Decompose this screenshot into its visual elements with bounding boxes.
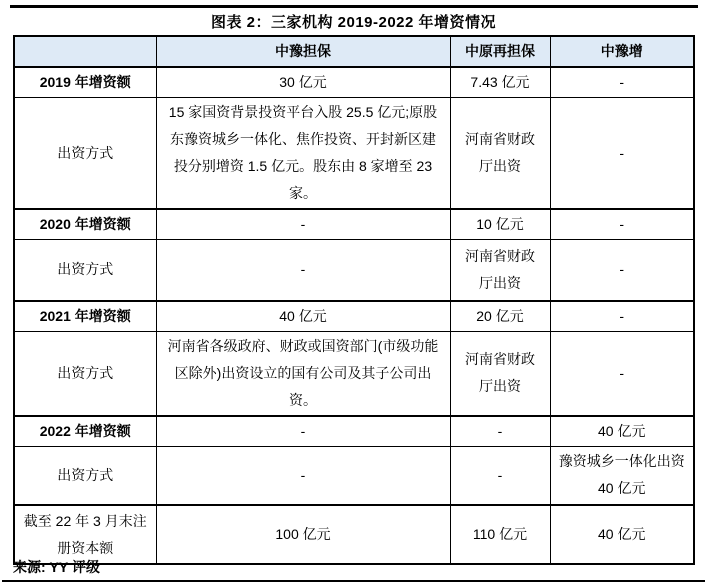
cell-value: 豫资城乡一体化出资 40 亿元 xyxy=(550,446,694,505)
cell-value: 河南省各级政府、财政或国资部门(市级功能区除外)出资设立的国有公司及其子公司出资。 xyxy=(156,331,450,416)
source-note: 来源: YY 评级 xyxy=(13,559,100,575)
table-row-2019-method xyxy=(14,98,694,210)
table-row-2021-amount xyxy=(14,301,694,332)
header-cell-zhongyu-danbao: 中豫担保 xyxy=(156,36,450,67)
table-row-2022-amount xyxy=(14,416,694,447)
capital-increase-table xyxy=(13,35,695,565)
row-label: 出资方式 xyxy=(14,98,156,210)
row-label: 出资方式 xyxy=(14,446,156,505)
top-divider xyxy=(10,5,698,8)
row-label: 2022 年增资额 xyxy=(14,416,156,447)
cell-value: 河南省财政厅出资 xyxy=(450,331,550,416)
cell-value: 40 亿元 xyxy=(550,505,694,564)
cell-value: - xyxy=(156,240,450,301)
table-row-registered-capital xyxy=(14,505,694,564)
figure-title: 图表 2：三家机构 2019-2022 年增资情况 xyxy=(210,14,497,31)
cell-value: - xyxy=(156,446,450,505)
cell-value: 河南省财政厅出资 xyxy=(450,98,550,210)
row-label: 2021 年增资额 xyxy=(14,301,156,332)
bottom-divider xyxy=(2,580,705,582)
cell-value: - xyxy=(156,416,450,447)
cell-value: 20 亿元 xyxy=(450,301,550,332)
cell-value: 40 亿元 xyxy=(550,416,694,447)
header-cell-blank xyxy=(14,36,156,67)
cell-value: - xyxy=(550,240,694,301)
cell-value: - xyxy=(550,98,694,210)
table-row-2020-amount xyxy=(14,209,694,240)
cell-value: 7.43 亿元 xyxy=(450,67,550,98)
cell-value: - xyxy=(550,209,694,240)
row-label: 出资方式 xyxy=(14,240,156,301)
cell-value: 15 家国资背景投资平台入股 25.5 亿元;原股东豫资城乡一体化、焦作投资、开封新区建投分别增资 1.5 亿元。股东由 8 家增至 23 家。 xyxy=(156,98,450,210)
table-header-row xyxy=(14,36,694,67)
cell-value: - xyxy=(156,209,450,240)
cell-value: - xyxy=(450,416,550,447)
cell-value: - xyxy=(550,331,694,416)
cell-value: 30 亿元 xyxy=(156,67,450,98)
cell-value: 110 亿元 xyxy=(450,505,550,564)
header-cell-zhongyuan-zaidanbao: 中原再担保 xyxy=(450,36,550,67)
table-row-2019-amount xyxy=(14,67,694,98)
cell-value: 河南省财政厅出资 xyxy=(450,240,550,301)
cell-value: - xyxy=(450,446,550,505)
row-label: 出资方式 xyxy=(14,331,156,416)
header-cell-zhongyuzeng: 中豫增 xyxy=(550,36,694,67)
table-row-2022-method xyxy=(14,446,694,505)
row-label: 2019 年增资额 xyxy=(14,67,156,98)
row-label: 2020 年增资额 xyxy=(14,209,156,240)
cell-value: - xyxy=(550,301,694,332)
table-row-2021-method xyxy=(14,331,694,416)
cell-value: 10 亿元 xyxy=(450,209,550,240)
cell-value: 40 亿元 xyxy=(156,301,450,332)
cell-value: 100 亿元 xyxy=(156,505,450,564)
table-row-2020-method xyxy=(14,240,694,301)
row-label: 截至 22 年 3 月末注册资本额 xyxy=(14,505,156,564)
cell-value: - xyxy=(550,67,694,98)
